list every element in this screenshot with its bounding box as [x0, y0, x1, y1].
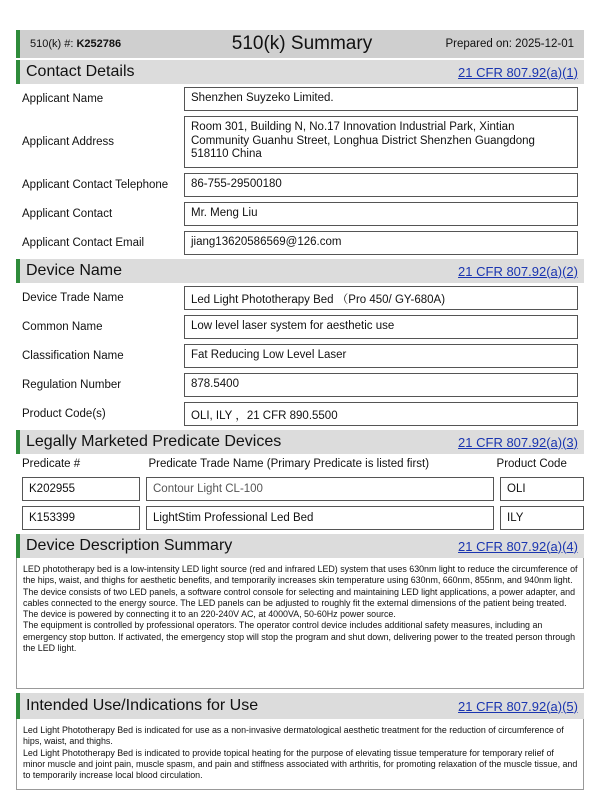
document-header: [16, 30, 584, 58]
section-title: Device Description Summary: [26, 537, 233, 554]
section-predicate-devices: [16, 430, 584, 454]
predicate-number: K202955: [22, 477, 140, 501]
contact-table: [16, 84, 584, 257]
page-title: 510(k) Summary: [231, 33, 373, 54]
paragraph: LED phototherapy bed is a low-intensity LED light source (red and infrared LED) system that uses 630nm light to reduce the circumference of the hips, waist, and thighs for aesthetic benefits, and temporarily increases skin temperature using 630nm, 660nm, 855nm, and 940nm light.: [23, 564, 578, 586]
predicate-product-code: ILY: [500, 506, 584, 530]
row-common-name: [16, 312, 584, 341]
column-header: Predicate #: [22, 458, 81, 470]
field-label: Common Name: [22, 320, 103, 333]
column-header: Predicate Trade Name (Primary Predicate is listed first): [148, 458, 430, 470]
table-row: [16, 503, 584, 532]
cfr-link[interactable]: 21 CFR 807.92(a)(2): [458, 263, 578, 279]
applicant-contact-value: Mr. Meng Liu: [184, 202, 578, 226]
row-applicant-contact: [16, 199, 584, 228]
field-label: Applicant Contact Email: [22, 236, 145, 249]
classification-name-value: Fat Reducing Low Level Laser: [184, 344, 578, 368]
predicate-table: [16, 454, 584, 532]
section-device-name: [16, 259, 584, 283]
device-table: [16, 283, 584, 428]
field-label: Applicant Name: [22, 92, 104, 105]
address-line: Community Guanhu Street, Longhua District Shenzhen Guangdong: [191, 134, 535, 147]
row-contact-telephone: [16, 171, 584, 199]
paragraph: The equipment is controlled by professional operators. The operator control device includes additional safety measures, including an emergency stop button. If activated, the emergency stop will stop the program and shut down, delivering power to the treated person through the LED light.: [23, 620, 576, 654]
predicate-number: K153399: [22, 506, 140, 530]
cfr-link[interactable]: 21 CFR 807.92(a)(5): [458, 698, 578, 714]
field-label: Applicant Contact: [22, 207, 113, 220]
address-line: Room 301, Building N, No.17 Innovation Industrial Park, Xintian: [191, 121, 515, 133]
field-label: Applicant Address: [22, 136, 115, 148]
device-trade-name-value: Led Light Phototherapy Bed （Pro 450/ GY-680A): [184, 286, 578, 310]
intended-use-text: [16, 719, 584, 790]
applicant-address-value: [184, 116, 578, 168]
paragraph: The device consists of two LED panels, a software control console for selecting and maintaining LED light applications, a power adapter, and cables connected to the energy source. The LED panels can be adjusted to roughly fit the external dimensions of the patient being treated. The device is powered by connecting it to an 220-240V AC, at 4000VA, 50-60Hz power source.: [23, 586, 576, 620]
section-device-description: [16, 534, 584, 558]
cfr-link[interactable]: 21 CFR 807.92(a)(1): [458, 64, 578, 80]
prepared-value: 2025-12-01: [515, 38, 574, 50]
k-number-label: 510(k) #:: [30, 38, 74, 50]
section-intended-use: [16, 693, 584, 719]
paragraph: Led Light Phototherapy Bed is indicated to provide topical heating for the purpose of elevating tissue temperature for temporary relief of minor muscle and joint pain, muscle spasm, and pain and stiffness associated with arthritis, for promoting relaxation of the muscle tissue, and to temporarily increase local blood circulation.: [23, 747, 578, 781]
prepared-date: [445, 38, 574, 50]
section-title: Contact Details: [26, 63, 135, 80]
column-header: Product Code: [496, 458, 567, 470]
summary-page: [16, 30, 584, 790]
k-number: [30, 38, 121, 50]
row-device-trade-name: [16, 283, 584, 312]
predicate-trade-name: LightStim Professional Led Bed: [146, 506, 494, 530]
paragraph: Led Light Phototherapy Bed is indicated for use as a non-invasive dermatological aesthetic treatment for the reduction of circumference of hips, waist, and thighs.: [23, 725, 564, 747]
prepared-label: Prepared on:: [445, 38, 512, 50]
row-regulation-number: [16, 370, 584, 399]
row-contact-email: [16, 228, 584, 257]
k-number-value: K252786: [76, 38, 122, 50]
cfr-link[interactable]: 21 CFR 807.92(a)(3): [458, 434, 578, 450]
section-contact-details: [16, 60, 584, 84]
row-applicant-name: [16, 84, 584, 113]
field-label: Product Code(s): [22, 407, 106, 420]
applicant-name-value: Shenzhen Suyzeko Limited.: [184, 87, 578, 111]
field-label: Classification Name: [22, 349, 124, 362]
section-title: Device Name: [26, 262, 123, 279]
field-label: Applicant Contact Telephone: [22, 179, 169, 191]
predicate-header-row: [16, 454, 584, 474]
section-title: Intended Use/Indications for Use: [26, 697, 259, 714]
section-title: Legally Marketed Predicate Devices: [26, 433, 282, 450]
regulation-number-value: 878.5400: [184, 373, 578, 397]
contact-telephone-value: 86-755-29500180: [184, 173, 578, 197]
contact-email-value: jiang13620586569@126.com: [184, 231, 578, 255]
predicate-product-code: OLI: [500, 477, 584, 501]
row-applicant-address: [16, 113, 584, 171]
product-codes-value: OLI, ILY ，21 CFR 890.5500: [184, 402, 578, 426]
table-row: [16, 474, 584, 503]
field-label: Regulation Number: [22, 378, 122, 391]
address-line: 518110 China: [191, 148, 262, 160]
cfr-link[interactable]: 21 CFR 807.92(a)(4): [458, 538, 578, 554]
row-classification-name: [16, 341, 584, 370]
predicate-trade-name: Contour Light CL-100: [146, 477, 494, 501]
device-description-text: [16, 558, 584, 689]
common-name-value: Low level laser system for aesthetic use: [184, 315, 578, 339]
field-label: Device Trade Name: [22, 291, 124, 304]
row-product-codes: [16, 399, 584, 428]
